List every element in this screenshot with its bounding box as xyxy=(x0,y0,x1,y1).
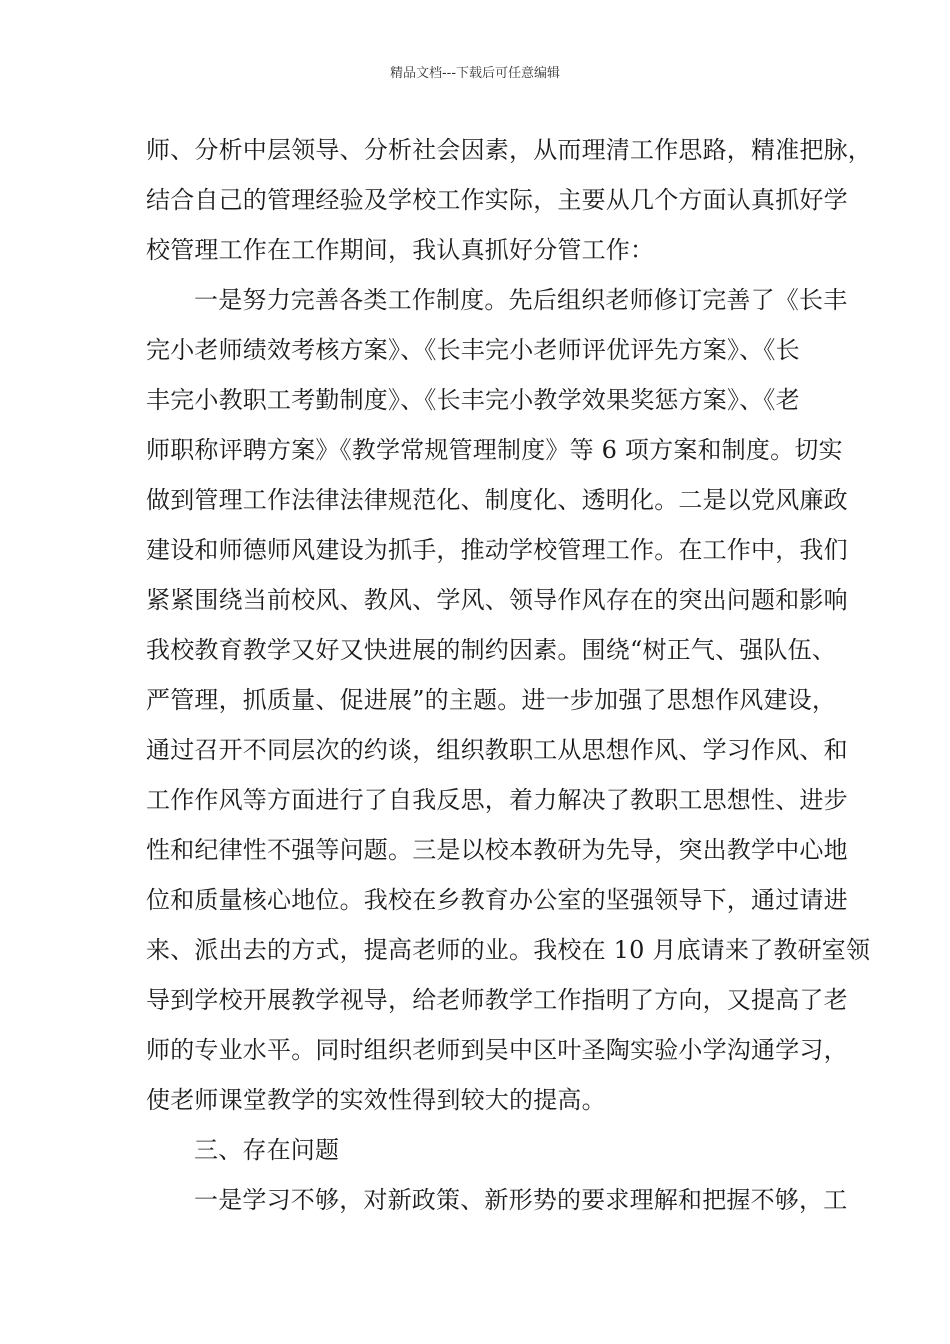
paragraph-line: 做到管理工作法律法律规范化、制度化、透明化。二是以党风廉政 xyxy=(146,486,848,514)
paragraph-line: 使老师课堂教学的实效性得到较大的提高。 xyxy=(146,1086,606,1114)
paragraph-line: 性和纪律性不强等问题。三是以校本教研为先导，突出教学中心地 xyxy=(146,836,848,864)
paragraph-line: 导到学校开展教学视导，给老师教学工作指明了方向，又提高了老 xyxy=(146,986,848,1014)
paragraph-line: 完小老师绩效考核方案》、《长丰完小老师评优评先方案》、《长 xyxy=(146,336,800,364)
paragraph-line: 来、派出去的方式，提高老师的业。我校在 10 月底请来了教研室领 xyxy=(146,936,871,964)
paragraph-line: 建设和师德师风建设为抓手，推动学校管理工作。在工作中，我们 xyxy=(146,536,848,564)
paragraph-line: 工作作风等方面进行了自我反思，着力解决了教职工思想性、进步 xyxy=(146,786,848,814)
paragraph-line: 位和质量核心地位。我校在乡教育办公室的坚强领导下，通过请进 xyxy=(146,886,848,914)
paragraph-line: 通过召开不同层次的约谈，组织教职工从思想作风、学习作风、和 xyxy=(146,736,848,764)
section-heading: 三、存在问题 xyxy=(194,1136,340,1164)
paragraph-line: 严管理，抓质量、促进展”的主题。进一步加强了思想作风建设， xyxy=(146,686,837,714)
paragraph-line: 师职称评聘方案》《教学常规管理制度》等 6 项方案和制度。切实 xyxy=(146,436,843,464)
paragraph-line: 师、分析中层领导、分析社会因素，从而理清工作思路，精准把脉， xyxy=(146,136,872,164)
paragraph-line: 一是学习不够，对新政策、新形势的要求理解和把握不够，工 xyxy=(194,1186,848,1214)
document-body xyxy=(146,132,872,1232)
page-header: 精品文档---下载后可任意编辑 xyxy=(389,66,561,81)
paragraph-line: 丰完小教职工考勤制度》、《长丰完小教学效果奖惩方案》、《老 xyxy=(146,386,800,414)
paragraph-line: 我校教育教学又好又快进展的制约因素。围绕“树正气、强队伍、 xyxy=(146,636,837,664)
paragraph-line: 紧紧围绕当前校风、教风、学风、领导作风存在的突出问题和影响 xyxy=(146,586,848,614)
paragraph-line: 校管理工作在工作期间，我认真抓好分管工作： xyxy=(146,236,655,264)
paragraph-line: 结合自己的管理经验及学校工作实际，主要从几个方面认真抓好学 xyxy=(146,186,848,214)
paragraph-line: 师的专业水平。同时组织老师到吴中区叶圣陶实验小学沟通学习， xyxy=(146,1036,848,1064)
paragraph-line: 一是努力完善各类工作制度。先后组织老师修订完善了《长丰 xyxy=(194,286,848,314)
